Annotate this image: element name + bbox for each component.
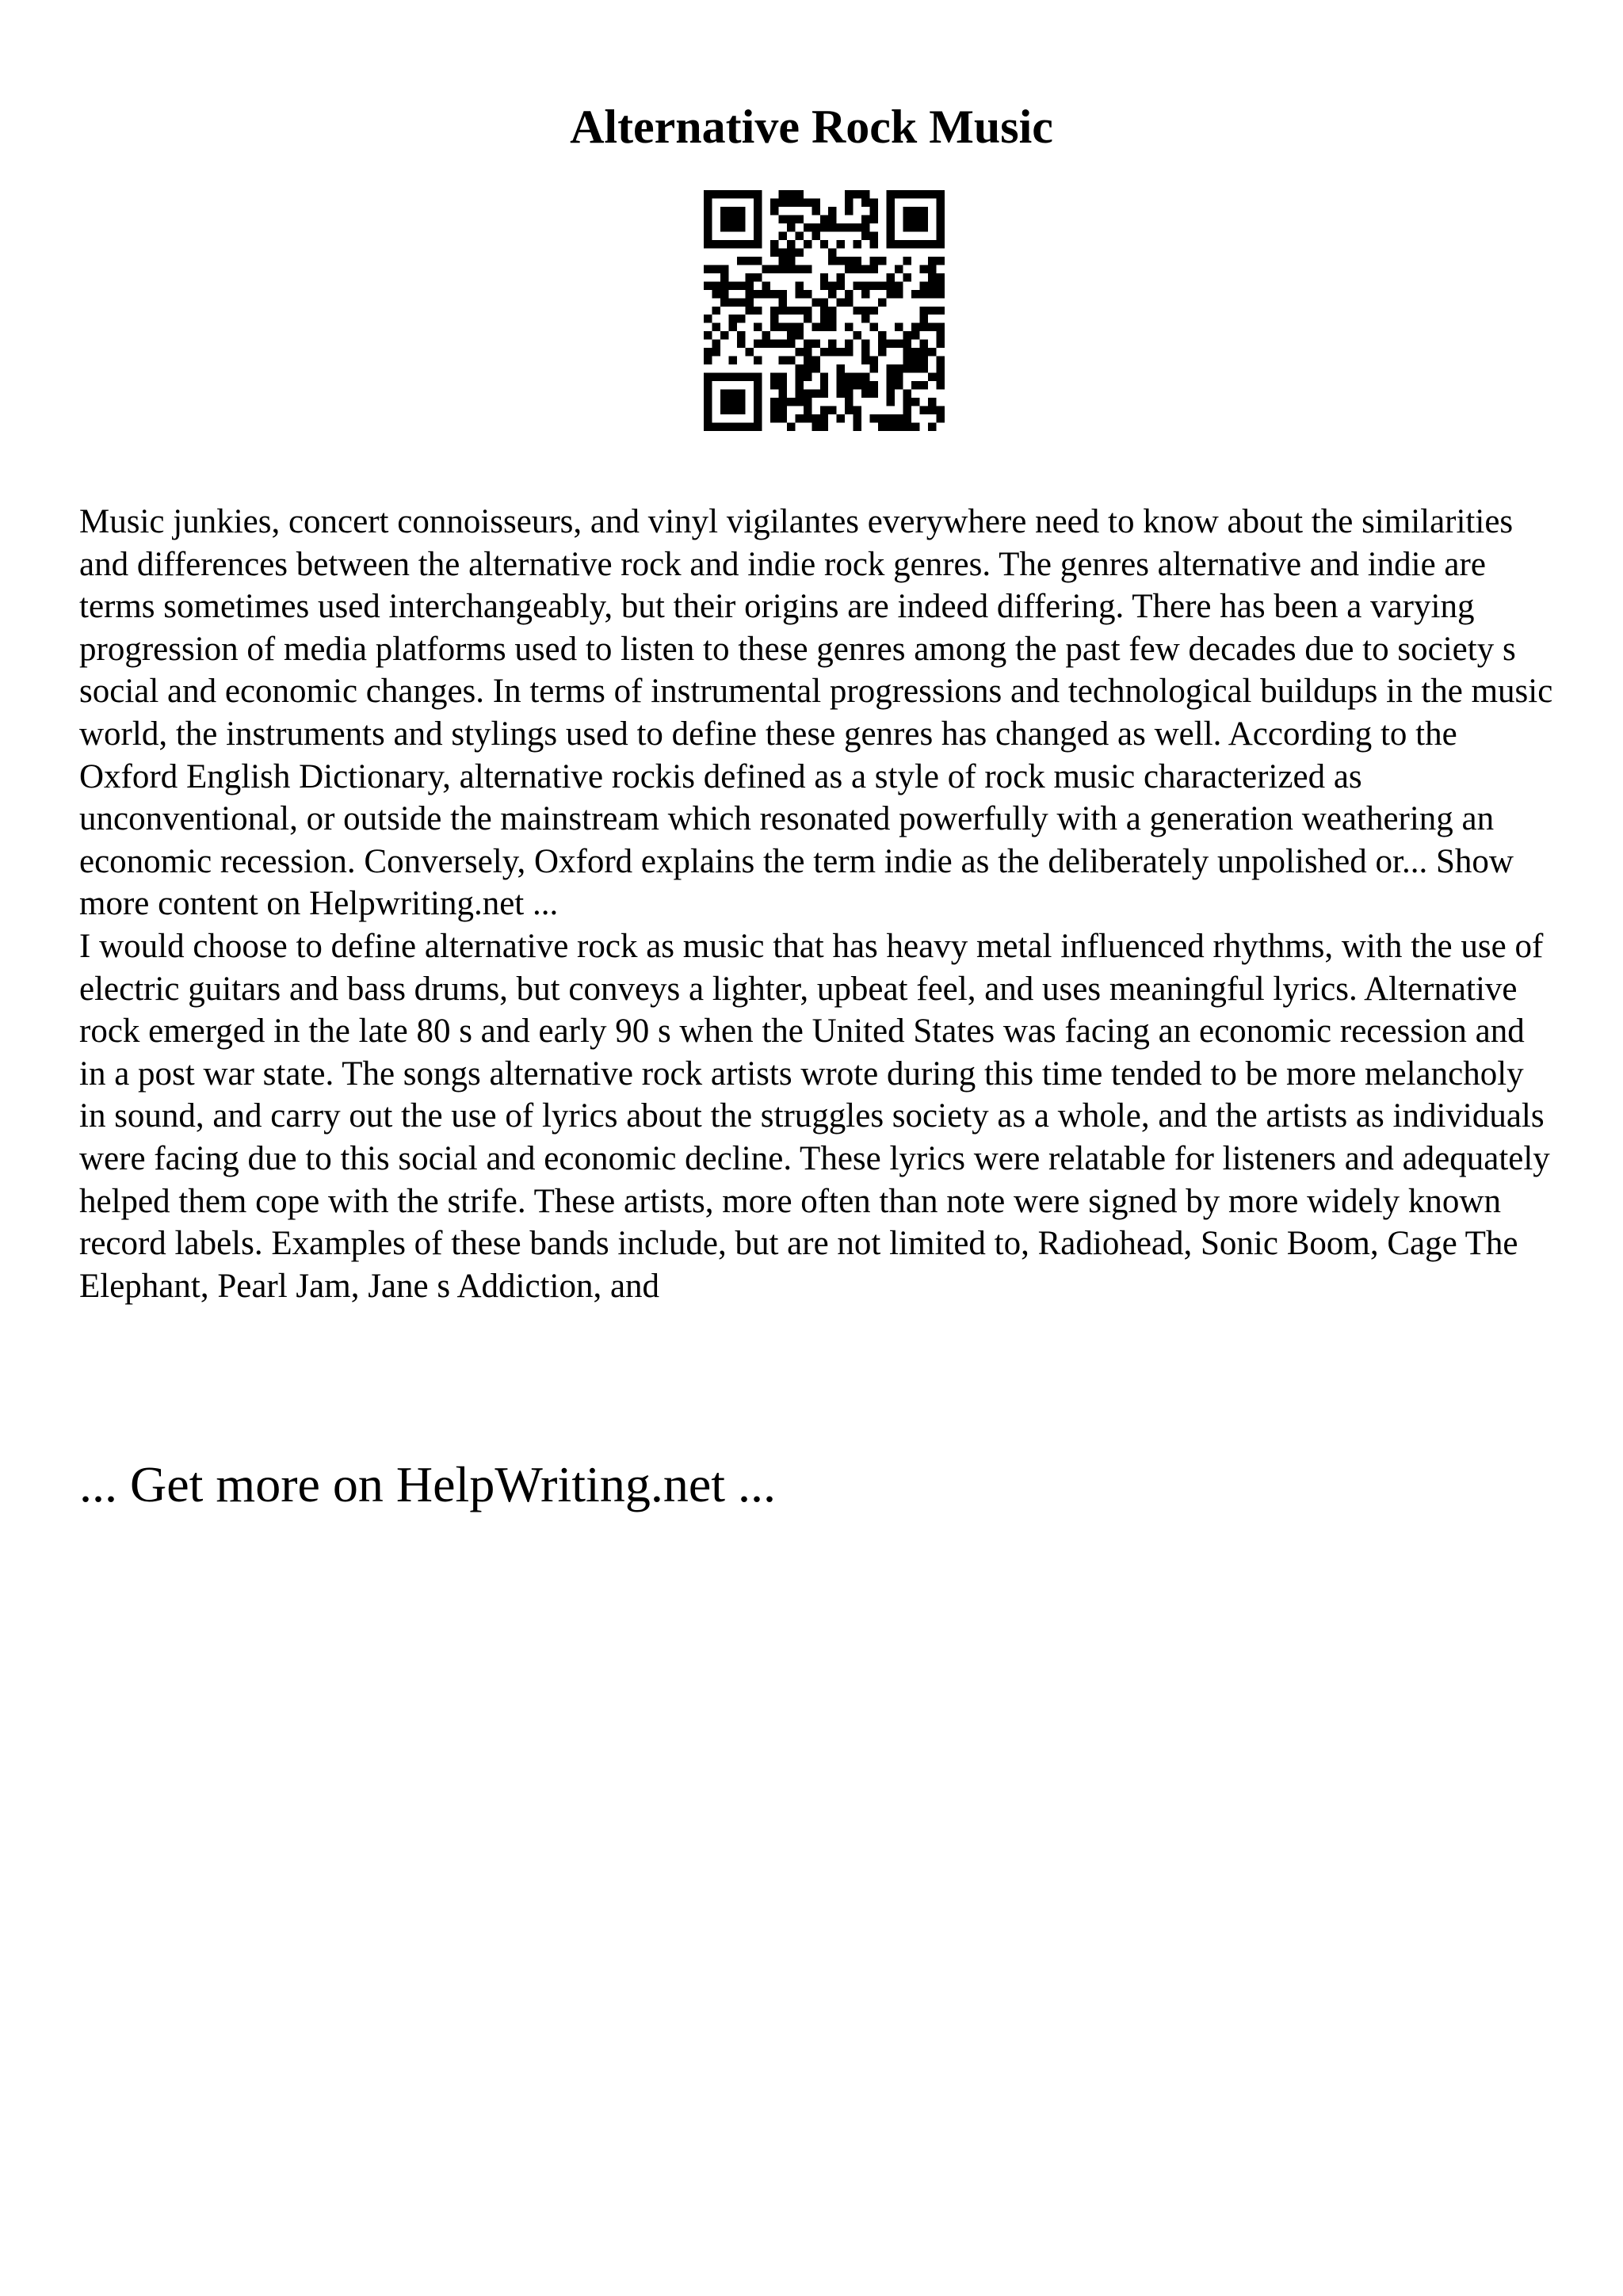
paragraph-2: I would choose to define alternative rock as music that has heavy metal influenced rhythms, with the use of electric guitars and bass drums, but conveys a lighter, upbeat feel, and uses meaningful lyrics. Alternative rock emerged in the late 80 s and early 90 s when the United States was facing an economic recession and in a post war state. The songs alternative rock artists wrote during this time tended to be more melancholy in sound, and carry out the use of lyrics about the struggles society as a whole, and the artists as individuals were facing due to this social and economic decline. These lyrics were relatable for listeners and adequately helped them cope with the strife. These artists, more often than note were signed by more widely known record labels. Examples of these bands include, but are not limited to, Radiohead, Sonic Boom, Cage The Elephant, Pearl Jam, Jane s Addiction, and: [79, 927, 1550, 1305]
qr-code-icon[interactable]: [704, 190, 945, 431]
document-title: Alternative Rock Music: [570, 101, 1053, 153]
paragraph-1: Music junkies, concert connoisseurs, and vinyl vigilantes everywhere need to know about the similarities and differences between the alternative rock and indie rock genres. The genres alternative and indie are terms sometimes used interchangeably, but their origins are indeed differing. There has been a varying progression of media platforms used to listen to these genres among the past few decades due to society s social and economic changes. In terms of instrumental progressions and technological buildups in the music world, the instruments and stylings used to define these genres has changed as well. According to the Oxford English Dictionary, alternative rockis defined as a style of rock music characterized as unconventional, or outside the mainstream which resonated powerfully with a generation weathering an economic recession. Conversely, Oxford explains the term indie as the deliberately unpolished or... Show more content on Helpwriting.net ...: [79, 503, 1553, 923]
document-body: [79, 501, 1553, 1307]
get-more-link[interactable]: ... Get more on HelpWriting.net ...: [79, 1456, 776, 1512]
